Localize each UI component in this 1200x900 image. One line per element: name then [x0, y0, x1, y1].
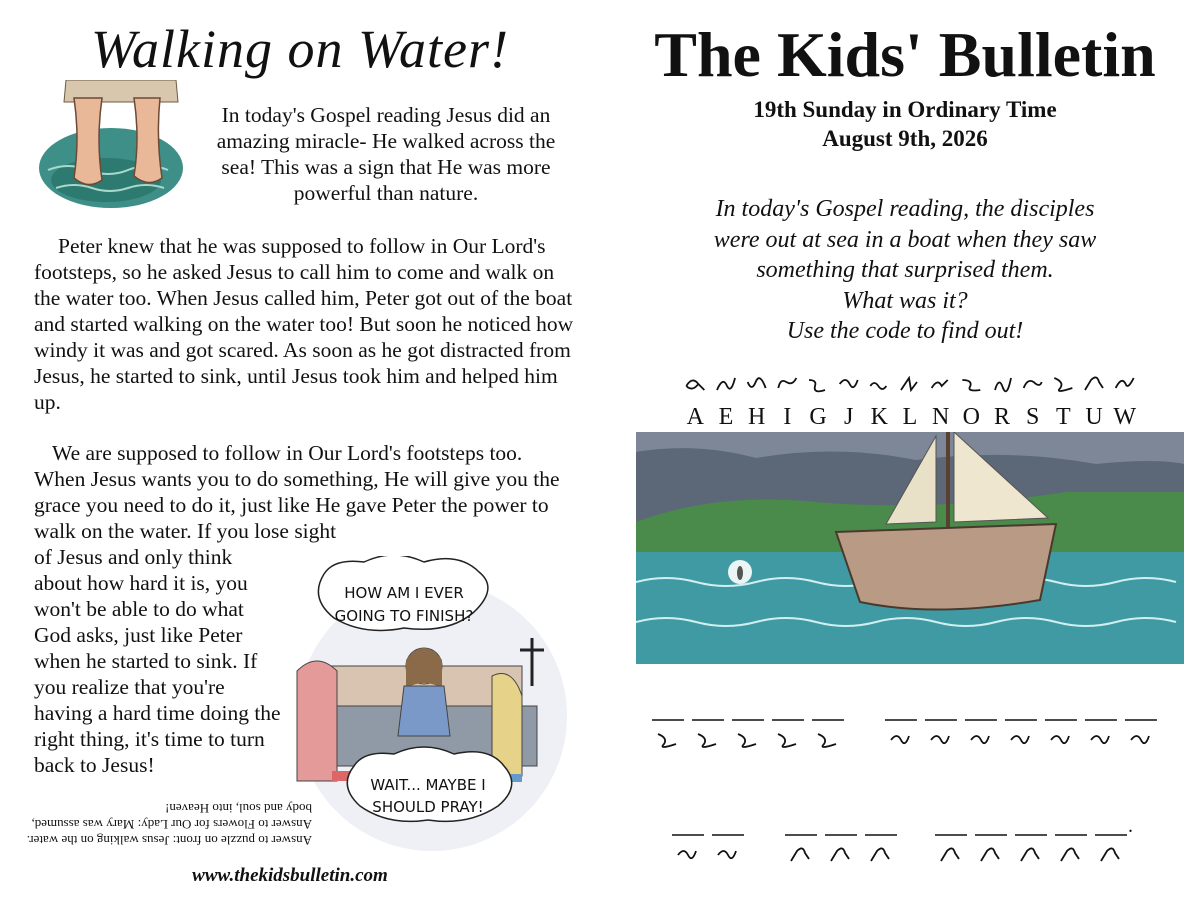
code-glyph [778, 378, 796, 388]
code-letter: W [1113, 404, 1136, 430]
puzzle-glyph [738, 734, 756, 747]
code-letter: O [962, 404, 981, 430]
puzzle-glyph [891, 736, 909, 743]
code-letter: G [809, 404, 827, 430]
website-url: www.thekidsbulletin.com [192, 865, 388, 886]
puzzle-glyph [1061, 848, 1079, 861]
puzzle-glyph [818, 734, 836, 747]
puzzle-intro-line: What was it? [842, 287, 968, 314]
code-letter: T [1055, 404, 1071, 430]
puzzle-glyph [831, 848, 849, 861]
code-letter: R [993, 404, 1011, 430]
code-letter: N [931, 404, 950, 430]
masthead: The Kids' Bulletin [654, 19, 1156, 90]
puzzle-glyph [1101, 848, 1119, 861]
puzzle-glyph [941, 848, 959, 861]
code-key [680, 370, 1140, 430]
code-letter: J [843, 404, 854, 430]
puzzle-glyph [698, 734, 716, 747]
thought-bubble-line-1: HOW AM I EVER [344, 584, 464, 602]
code-letter: H [747, 404, 766, 430]
puzzle-glyph [718, 851, 736, 858]
answer-note-upside-down: Answer to puzzle on front: Jesus walking on the water. Answer to Flowers for Our Lady: Mary was assumed, body and soul, into Heaven! [26, 801, 312, 848]
thought-bubble-line-2: GOING TO FINISH? [334, 607, 474, 625]
bulletin-date: August 9th, 2026 [822, 126, 988, 151]
feet-on-water-illustration [36, 80, 206, 210]
puzzle-glyph [678, 851, 696, 858]
code-glyph [901, 378, 917, 390]
code-glyph [840, 380, 858, 387]
puzzle-glyph [791, 848, 809, 861]
puzzle-glyph [931, 736, 949, 743]
pray-bubble-line-2: SHOULD PRAY! [372, 798, 484, 816]
code-letter: U [1085, 404, 1103, 430]
puzzle-period: . [1128, 815, 1133, 837]
puzzle-glyph [1131, 736, 1149, 743]
pray-bubble-line-1: WAIT... MAYBE I [370, 776, 486, 794]
puzzle-glyph [971, 736, 989, 743]
puzzle-glyph [1011, 736, 1029, 743]
left-title: Walking on Water! [91, 19, 509, 79]
code-letter: A [686, 404, 705, 430]
code-glyph [809, 380, 825, 391]
peter-paragraph: Peter knew that he was supposed to follow in Our Lord's footsteps, so he asked Jesus to call him to come and walk on the water too. When Jesus called him, Peter got out of the boat and started walking on the water too! But soon he noticed how windy it was and got scared. As soon as he got distracted from Jesus, he started to sink, until Jesus took him and helped him up. [34, 234, 574, 414]
code-glyph [717, 378, 735, 390]
code-glyph [686, 380, 704, 390]
code-glyph [932, 380, 948, 388]
code-letter: S [1025, 404, 1040, 430]
puzzle-glyph [1091, 736, 1109, 743]
puzzle-glyph [981, 848, 999, 861]
intro-paragraph: In today's Gospel reading Jesus did an amazing miracle- He walked across the sea! This was a sign that He was more powerful than nature. [216, 103, 556, 205]
footsteps-paragraph-side: of Jesus and only think about how hard it is, you won't be able to do what God asks, just like Peter when he started to sink. If you realize that you're having a hard time doing the right thing, it's time to turn back to Jesus! [34, 545, 281, 777]
code-glyph [1116, 378, 1134, 388]
puzzle-intro-line: were out at sea in a boat when they saw [713, 226, 1097, 253]
footsteps-paragraph-top: We are supposed to follow in Our Lord's footsteps too. When Jesus wants you to do something, He will give you the grace you need to do it, just like He gave Peter the power to walk on the water. If you lose sight [34, 441, 560, 543]
code-letter: L [902, 404, 918, 430]
code-puzzle [640, 700, 1180, 880]
code-glyph [1024, 381, 1042, 388]
puzzle-glyph [871, 848, 889, 861]
puzzle-intro-line: something that surprised them. [756, 257, 1054, 283]
puzzle-intro-line: Use the code to find out! [786, 318, 1024, 344]
code-glyph [748, 378, 766, 388]
puzzle-glyph [1021, 848, 1039, 861]
code-glyph [1085, 377, 1103, 390]
code-letter: K [870, 404, 889, 430]
puzzle-intro [640, 194, 1170, 347]
code-letter: E [718, 404, 734, 430]
puzzle-intro-line: In today's Gospel reading, the disciples [715, 196, 1095, 222]
code-glyph [962, 380, 980, 391]
puzzle-glyph [778, 734, 796, 747]
code-glyph [870, 383, 886, 389]
code-glyph [995, 378, 1011, 391]
liturgical-sunday: 19th Sunday in Ordinary Time [753, 97, 1057, 122]
code-glyph [1054, 378, 1072, 391]
girl-on-bed-illustration [292, 556, 570, 856]
code-letter: I [783, 404, 792, 430]
boat-at-sea-illustration [636, 432, 1184, 664]
puzzle-glyph [1051, 736, 1069, 743]
puzzle-glyph [658, 734, 676, 747]
